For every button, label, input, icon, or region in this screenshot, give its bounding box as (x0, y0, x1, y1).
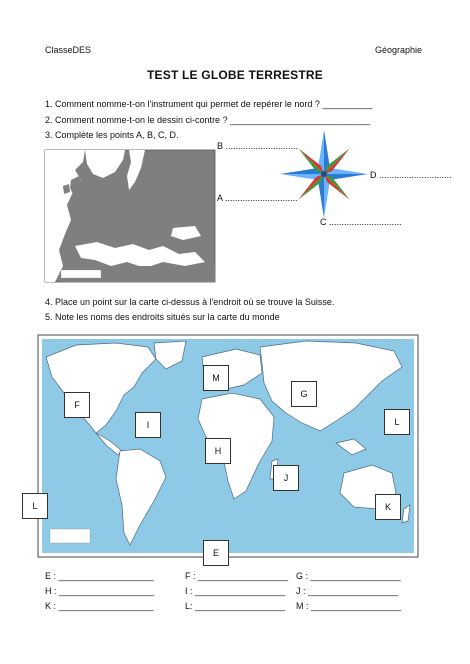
answer-e[interactable]: E : ___________________ (45, 571, 154, 581)
page-title: TEST LE GLOBE TERRESTRE (147, 68, 323, 82)
answer-j[interactable]: J : __________________ (296, 586, 399, 596)
map-box-g[interactable]: G (291, 381, 317, 407)
answer-l[interactable]: L: __________________ (185, 601, 286, 611)
compass-label-b: B ............................. (217, 141, 299, 151)
compass-label-d: D ............................. (370, 170, 452, 180)
europe-map (45, 150, 215, 282)
question-2: 2. Comment nomme-t-on le dessin ci-contre ? ____________________________ (45, 115, 371, 125)
map-box-l-west[interactable]: L (22, 493, 48, 519)
map-box-e[interactable]: E (203, 540, 229, 566)
map-box-f[interactable]: F (64, 392, 90, 418)
answer-g[interactable]: G : __________________ (296, 571, 401, 581)
header-class-label: ClasseDES (45, 45, 92, 55)
header-subject-label: Géographie (375, 45, 423, 55)
map-box-i[interactable]: I (135, 412, 161, 438)
question-3: 3. Complète les points A, B, C, D. (45, 130, 179, 140)
map-box-l-east[interactable]: L (384, 409, 410, 435)
map-box-j[interactable]: J (273, 465, 299, 491)
question-1: 1. Comment nomme-t-on l'instrument qui permet de repérer le nord ? __________ (45, 99, 373, 109)
compass-label-a: A ............................. (217, 193, 298, 203)
answer-f[interactable]: F : __________________ (185, 571, 289, 581)
answer-m[interactable]: M : __________________ (296, 601, 402, 611)
question-4: 4. Place un point sur la carte ci-dessus à l'endroit où se trouve la Suisse. (45, 297, 335, 307)
map-box-k[interactable]: K (375, 494, 401, 520)
compass-rose-icon (278, 128, 370, 220)
answer-k[interactable]: K : ___________________ (45, 601, 154, 611)
map-box-h[interactable]: H (205, 438, 231, 464)
map-box-m[interactable]: M (203, 365, 229, 391)
answer-h[interactable]: H : ___________________ (45, 586, 155, 596)
compass-label-c: C ............................. (320, 217, 402, 227)
answer-i[interactable]: I : __________________ (185, 586, 286, 596)
question-5: 5. Note les noms des endroits situés sur la carte du monde (45, 312, 280, 322)
